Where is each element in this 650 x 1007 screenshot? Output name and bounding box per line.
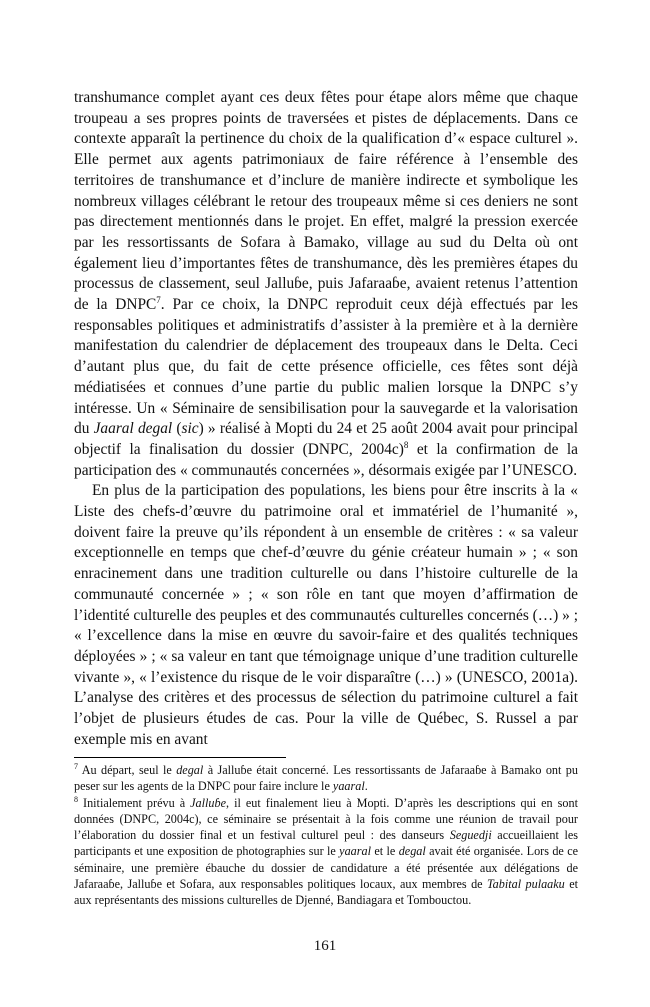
paragraph-2: En plus de la participation des populations, les biens pour être inscrits à la « Liste des chefs-d’œuvre du patrimoine oral et immatériel de l’humanité », doivent faire la preuve qu’ils répondent à un ensemble de critères : « sa valeur exceptionnelle en temps que chef-d’œuvre du génie créateur humain » ; « son enracinement dans une tradition culturelle ou dans l’histoire culturelle de la communauté concernée » ; « son rôle en tant que moyen d’affirmation de l’identité culturelle des peuples et des communautés culturelles concernés (…) » ; « l’excellence dans la mise en œuvre du savoir-faire et des qualités techniques déployées » ; « sa valeur en tant que témoignage unique d’une tradition culturelle vivante », « l’existence du risque de le voir disparaître (…) » (UNESCO, 2001a). L’analyse des critères et des processus de sélection du patrimoine culturel a fait l’objet de plusieurs études de cas. Pour la ville de Québec, S. Russel a par exemple mis en avant	[74, 482, 578, 748]
footnotes	[74, 762, 578, 909]
footnote-separator	[74, 757, 286, 758]
footnote-ref-8[interactable]: 8	[403, 439, 409, 450]
paragraph-1: transhumance complet ayant ces deux fêtes pour étape alors même que chaque troupeau a ses propres points de traversées et pistes de déplacements. Dans ce contexte apparaît la pertinence du choix de la qualification d’« espace culturel ». Elle permet aux agents patrimoniaux de faire référence à l’ensemble des territoires de transhumance et d’inclure de manière indirecte et symbolique les nombreux villages célébrant le retour des troupeaux même si ces deniers ne sont pas directement mentionnés dans le projet. En effet, malgré la pression exercée par les ressortissants de Sofara à Bamako, village au sud du Delta où ont également lieu d’importantes fêtes de transhumance, dès les premières étapes du processus de classement, seul Jalluɓe, puis Jafaraaɓe, avaient retenus l’attention de la DNPC$^7$. Par ce choix, la DNPC reproduit ceux déjà effectués par les responsables politiques et administratifs d’assister à la première et à la dernière manifestation du calendrier de déplacement des troupeaux dans le Delta. Ceci d’autant plus que, du fait de cette présence officielle, ces fêtes sont déjà médiatisées et connues d’une partie du public malien lorsque la DNPC s’y intéresse. Un « Séminaire de sensibilisation pour la sauvegarde et la valorisation du Jaaral degal (sic) » réalisé à Mopti du 24 et 25 août 2004 avait pour principal objectif la finalisation du dossier (DNPC, 2004c)$^8$ et la confirmation de la participation des « communautés concernées », désormais exigée par l’UNESCO.	[74, 89, 578, 479]
page-number: 161	[313, 938, 337, 954]
footnote-8: $^8$ Initialement prévu à Jalluɓe, il eut finalement lieu à Mopti. D’après les descriptions qui en sont données (DNPC, 2004c), ce séminaire se présentait à la fois comme une réunion de travail pour l’élaboration du dossier final et un festival culturel peul : des danseurs Seguedji accueillaient les participants et une exposition de photographies sur le yaaral et le degal avait été organisée. Lors de ce séminaire, une première ébauche du dossier de candidature a été présentée aux délégations de Jafaraaɓe, Jalluɓe et Sofara, aux responsables politiques locaux, aux membres de Tabital pulaaku et aux représentants des missions culturelles de Djenné, Bandiagara et Tombouctou.	[74, 794, 579, 908]
footnote-7: $^7$ Au départ, seul le degal à Jalluɓe était concerné. Les ressortissants de Jafaraaɓe à Bamako ont pu peser sur les agents de la DNPC pour faire inclure le yaaral.	[74, 762, 578, 794]
footnote-ref-7[interactable]: 7	[156, 295, 161, 306]
body-text	[74, 88, 578, 751]
